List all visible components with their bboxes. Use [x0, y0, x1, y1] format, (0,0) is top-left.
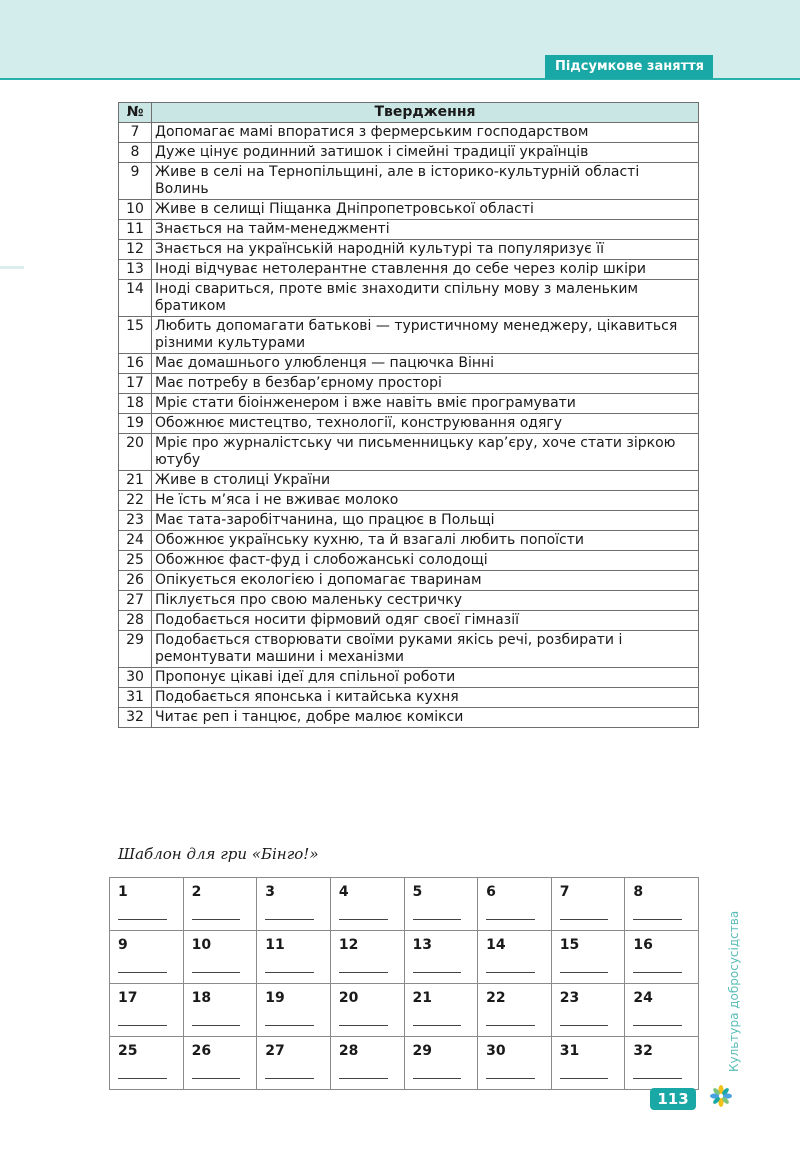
bingo-answer-line[interactable] — [633, 1078, 682, 1079]
bingo-cell-number: 1 — [118, 884, 128, 900]
bingo-cell-number: 24 — [633, 990, 653, 1006]
bingo-cell-number: 7 — [559, 884, 570, 900]
row-statement: Піклується про свою маленьку сестричку — [152, 591, 699, 611]
bingo-answer-line[interactable] — [265, 972, 314, 973]
table-row — [119, 471, 699, 491]
row-number: 13 — [119, 260, 152, 280]
bingo-answer-line[interactable] — [118, 1025, 167, 1026]
table-row — [119, 374, 699, 394]
row-number: 12 — [119, 240, 152, 260]
row-number: 28 — [119, 611, 152, 631]
row-statement: Читає реп і танцює, добре малює комікси — [152, 708, 699, 728]
bingo-cell — [330, 931, 404, 984]
row-statement: Опікується екологією і допомагає тваринам — [152, 571, 699, 591]
row-statement: Обожнює фаст-фуд і слобожанські солодощі — [152, 551, 699, 571]
bingo-answer-line[interactable] — [413, 919, 462, 920]
bingo-row — [110, 984, 699, 1037]
bingo-answer-line[interactable] — [265, 1025, 314, 1026]
row-number: 9 — [119, 163, 152, 200]
bingo-cell — [330, 878, 404, 931]
bingo-answer-line[interactable] — [633, 972, 682, 973]
row-statement: Живе в селищі Піщанка Дніпропетровської області — [152, 200, 699, 220]
bingo-answer-line[interactable] — [486, 919, 535, 920]
bingo-answer-line[interactable] — [633, 1025, 682, 1026]
row-number: 10 — [119, 200, 152, 220]
bingo-answer-line[interactable] — [413, 972, 462, 973]
bingo-cell — [404, 878, 478, 931]
bingo-cell — [404, 984, 478, 1037]
bingo-cell — [110, 878, 184, 931]
table-header-row — [119, 103, 699, 123]
column-header-number: № — [119, 103, 152, 123]
page-number: 113 — [650, 1088, 696, 1110]
bingo-cell-number: 6 — [486, 884, 496, 900]
table-row — [119, 260, 699, 280]
row-statement: Іноді свариться, проте вміє знаходити спільну мову з маленьким братиком — [152, 280, 699, 317]
bingo-cell — [551, 878, 625, 931]
row-number: 8 — [119, 143, 152, 163]
bingo-cell-number: 15 — [559, 937, 580, 953]
table-row — [119, 511, 699, 531]
bingo-cell — [183, 931, 257, 984]
bingo-answer-line[interactable] — [192, 919, 241, 920]
section-label: Підсумкове заняття — [545, 55, 710, 79]
bingo-answer-line[interactable] — [486, 1025, 535, 1026]
bingo-answer-line[interactable] — [339, 919, 388, 920]
bingo-cell-number: 16 — [633, 937, 653, 953]
bingo-cell-number: 10 — [191, 937, 212, 953]
bingo-cell-number: 14 — [486, 937, 506, 953]
row-number: 30 — [119, 668, 152, 688]
bingo-cell — [478, 878, 552, 931]
bingo-cell — [478, 931, 552, 984]
bingo-answer-line[interactable] — [339, 972, 388, 973]
row-number: 7 — [119, 123, 152, 143]
row-number: 22 — [119, 491, 152, 511]
row-statement: Знається на тайм-менеджменті — [152, 220, 699, 240]
row-number: 16 — [119, 354, 152, 374]
table-row — [119, 688, 699, 708]
bingo-cell-number: 4 — [338, 884, 349, 900]
row-statement: Живе в селі на Тернопільщині, але в історико-культурній області Волинь — [152, 163, 699, 200]
bingo-answer-line[interactable] — [633, 919, 682, 920]
bingo-cell-number: 32 — [633, 1043, 653, 1059]
row-number: 21 — [119, 471, 152, 491]
table-row — [119, 571, 699, 591]
table-row — [119, 668, 699, 688]
bingo-cell — [257, 878, 331, 931]
table-row — [119, 611, 699, 631]
bingo-answer-line[interactable] — [486, 972, 535, 973]
row-statement: Подобається створювати своїми руками якісь речі, розбирати і ремонтувати машини і механізми — [152, 631, 699, 668]
table-row — [119, 280, 699, 317]
row-number: 24 — [119, 531, 152, 551]
table-row — [119, 394, 699, 414]
bingo-cell — [110, 984, 184, 1037]
bingo-answer-line[interactable] — [118, 919, 167, 920]
bingo-cell — [478, 1037, 552, 1090]
bingo-cell-number: 5 — [412, 884, 423, 900]
row-statement: Обожнює українську кухню, та й взагалі любить попоїсти — [152, 531, 699, 551]
row-statement: Любить допомагати батькові — туристичному менеджеру, цікавиться різними культурами — [152, 317, 699, 354]
bingo-cell-number: 23 — [559, 990, 580, 1006]
bingo-cell — [404, 931, 478, 984]
flower-icon — [710, 1085, 732, 1107]
row-statement: Мріє про журналістську чи письменницьку кар’єру, хоче стати зіркою ютубу — [152, 434, 699, 471]
table-row — [119, 631, 699, 668]
bingo-title: Шаблон для гри «Бінго!» — [118, 845, 319, 863]
row-number: 19 — [119, 414, 152, 434]
table-row — [119, 708, 699, 728]
statements-table — [118, 102, 699, 728]
bingo-cell-number: 9 — [118, 937, 128, 953]
row-statement: Пропонує цікаві ідеї для спільної роботи — [152, 668, 699, 688]
bingo-cell — [551, 931, 625, 984]
bingo-cell — [257, 931, 331, 984]
row-number: 14 — [119, 280, 152, 317]
bingo-answer-line[interactable] — [192, 1078, 241, 1079]
table-row — [119, 163, 699, 200]
table-row — [119, 200, 699, 220]
bingo-cell — [625, 878, 699, 931]
row-statement: Іноді відчуває нетолерантне ставлення до себе через колір шкіри — [152, 260, 699, 280]
row-number: 25 — [119, 551, 152, 571]
row-statement: Мріє стати біоінженером і вже навіть вміє програмувати — [152, 394, 699, 414]
bingo-answer-line[interactable] — [413, 1025, 462, 1026]
row-number: 15 — [119, 317, 152, 354]
column-header-statement: Твердження — [152, 103, 699, 123]
table-row — [119, 531, 699, 551]
bingo-answer-line[interactable] — [118, 1078, 167, 1079]
bingo-cell-number: 18 — [191, 990, 212, 1006]
side-section-title: Культура добросусідства — [727, 910, 741, 1072]
table-row — [119, 123, 699, 143]
row-number: 32 — [119, 708, 152, 728]
bingo-cell — [478, 984, 552, 1037]
bingo-cell — [404, 1037, 478, 1090]
table-row — [119, 354, 699, 374]
bingo-cell-number: 19 — [265, 990, 285, 1006]
row-number: 18 — [119, 394, 152, 414]
bingo-cell-number: 25 — [118, 1043, 138, 1059]
margin-mark — [0, 266, 24, 269]
bingo-cell — [183, 878, 257, 931]
row-statement: Обожнює мистецтво, технології, конструювання одягу — [152, 414, 699, 434]
row-statement: Має домашнього улюбленця — пацючка Вінні — [152, 354, 699, 374]
row-statement: Має тата-заробітчанина, що працює в Польщі — [152, 511, 699, 531]
table-row — [119, 551, 699, 571]
bingo-cell-number: 29 — [412, 1043, 432, 1059]
row-number: 27 — [119, 591, 152, 611]
table-row — [119, 434, 699, 471]
bingo-cell-number: 20 — [338, 990, 359, 1006]
bingo-cell-number: 12 — [338, 937, 359, 953]
bingo-answer-line[interactable] — [192, 1025, 241, 1026]
bingo-cell — [110, 1037, 184, 1090]
bingo-grid — [109, 877, 699, 1090]
bingo-cell-number: 11 — [265, 937, 285, 953]
bingo-cell-number: 13 — [412, 937, 432, 953]
row-statement: Знається на українській народній культурі та популяризує її — [152, 240, 699, 260]
bingo-cell-number: 17 — [118, 990, 138, 1006]
row-number: 29 — [119, 631, 152, 668]
row-statement: Подобається японська і китайська кухня — [152, 688, 699, 708]
bingo-cell — [551, 984, 625, 1037]
row-number: 23 — [119, 511, 152, 531]
table-row — [119, 143, 699, 163]
bingo-answer-line[interactable] — [560, 972, 609, 973]
bingo-answer-line[interactable] — [560, 1025, 609, 1026]
table-row — [119, 491, 699, 511]
bingo-answer-line[interactable] — [413, 1078, 462, 1079]
bingo-cell — [625, 931, 699, 984]
bingo-answer-line[interactable] — [560, 919, 609, 920]
row-number: 17 — [119, 374, 152, 394]
row-number: 26 — [119, 571, 152, 591]
bingo-cell — [110, 931, 184, 984]
bingo-cell-number: 8 — [633, 884, 644, 900]
bingo-answer-line[interactable] — [118, 972, 167, 973]
bingo-cell — [183, 1037, 257, 1090]
bingo-cell-number: 22 — [486, 990, 506, 1006]
bingo-cell-number: 26 — [191, 1043, 212, 1059]
bingo-cell-number: 2 — [191, 884, 202, 900]
bingo-answer-line[interactable] — [265, 1078, 314, 1079]
bingo-answer-line[interactable] — [265, 919, 314, 920]
bingo-row — [110, 1037, 699, 1090]
bingo-cell-number: 28 — [338, 1043, 359, 1059]
row-statement: Не їсть м’яса і не вживає молоко — [152, 491, 699, 511]
bingo-cell — [330, 1037, 404, 1090]
bingo-cell — [625, 984, 699, 1037]
table-row — [119, 414, 699, 434]
bingo-answer-line[interactable] — [339, 1078, 388, 1079]
table-row — [119, 240, 699, 260]
row-number: 11 — [119, 220, 152, 240]
bingo-answer-line[interactable] — [192, 972, 241, 973]
bingo-cell — [330, 984, 404, 1037]
bingo-row — [110, 931, 699, 984]
bingo-cell — [257, 1037, 331, 1090]
bingo-cell-number: 21 — [412, 990, 432, 1006]
bingo-answer-line[interactable] — [560, 1078, 609, 1079]
bingo-cell-number: 27 — [265, 1043, 285, 1059]
bingo-row — [110, 878, 699, 931]
bingo-answer-line[interactable] — [486, 1078, 535, 1079]
row-statement: Дуже цінує родинний затишок і сімейні традиції українців — [152, 143, 699, 163]
row-statement: Допомагає мамі впоратися з фермерським господарством — [152, 123, 699, 143]
bingo-answer-line[interactable] — [339, 1025, 388, 1026]
bingo-cell — [625, 1037, 699, 1090]
row-statement: Має потребу в безбар’єрному просторі — [152, 374, 699, 394]
table-row — [119, 591, 699, 611]
bingo-cell — [257, 984, 331, 1037]
row-number: 31 — [119, 688, 152, 708]
bingo-cell — [551, 1037, 625, 1090]
bingo-cell-number: 31 — [559, 1043, 580, 1059]
bingo-cell — [183, 984, 257, 1037]
row-number: 20 — [119, 434, 152, 471]
bingo-cell-number: 3 — [265, 884, 275, 900]
table-row — [119, 317, 699, 354]
row-statement: Подобається носити фірмовий одяг своєї гімназії — [152, 611, 699, 631]
bingo-cell-number: 30 — [486, 1043, 506, 1059]
row-statement: Живе в столиці України — [152, 471, 699, 491]
table-row — [119, 220, 699, 240]
